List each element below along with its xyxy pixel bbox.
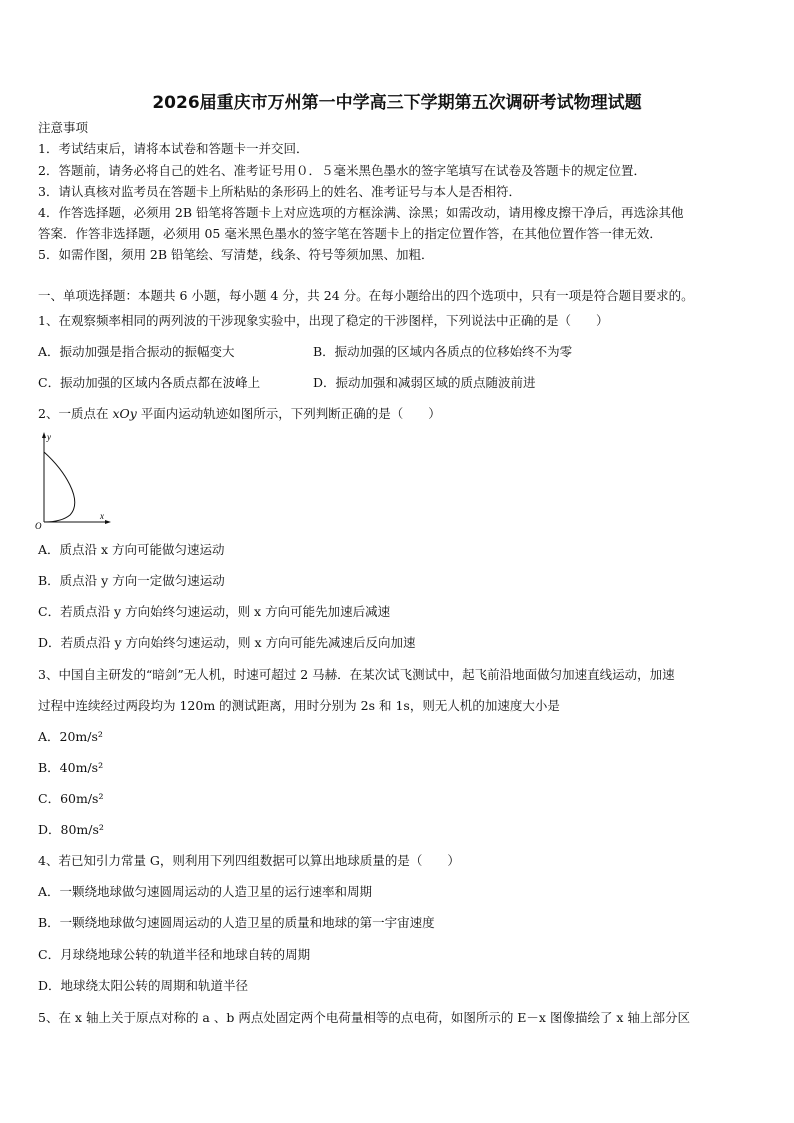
notice-item-4: 4．作答选择题，必须用 2B 铅笔将答题卡上对应选项的方框涂满、涂黑；如需改动，请用橡皮擦干净后，再选涂其他 — [38, 205, 684, 220]
q3-option-d: D．80m/s² — [38, 822, 104, 837]
origin-label: O — [35, 521, 42, 530]
q4-option-b: B．一颗绕地球做匀速圆周运动的人造卫星的质量和地球的第一宇宙速度 — [38, 915, 435, 930]
q4-option-a: A．一颗绕地球做匀速圆周运动的人造卫星的运行速率和周期 — [38, 884, 373, 899]
y-axis-arrow — [42, 432, 46, 438]
q2-option-b: B．质点沿 y 方向一定做匀速运动 — [38, 573, 225, 588]
q1-option-d: D．振动加强和减弱区域的质点随波前进 — [313, 375, 536, 390]
q3-option-a: A．20m/s² — [38, 729, 103, 744]
x-axis-label: x — [100, 511, 104, 521]
section-heading: 一、单项选择题：本题共 6 小题，每小题 4 分，共 24 分。在每小题给出的四个选项中，只有一项是符合题目要求的。 — [38, 288, 694, 303]
q3-option-b: B．40m/s² — [38, 760, 104, 775]
q1-option-b: B．振动加强的区域内各质点的位移始终不为零 — [313, 344, 573, 359]
page-title: 2026届重庆市万州第一中学高三下学期第五次调研考试物理试题 — [152, 93, 642, 113]
notice-item-2: 2．答题前，请务必将自己的姓名、准考证号用０．５毫米黑色墨水的签字笔填写在试卷及答题卡的规定位置． — [38, 163, 646, 178]
notice-heading: 注意事项 — [38, 120, 89, 135]
notice-item-5: 5．如需作图，须用 2B 铅笔绘、写清楚，线条、符号等须加黑、加粗． — [38, 247, 434, 262]
q3-stem-line2: 过程中连续经过两段均为 120m 的测试距离，用时分别为 2s 和 1s，则无人机的加速度大小是 — [38, 698, 560, 713]
notice-item-3: 3．请认真核对监考员在答题卡上所粘贴的条形码上的姓名、准考证号与本人是否相符． — [38, 184, 521, 199]
q1-stem: 1、在观察频率相同的两列波的干涉现象实验中，出现了稳定的干涉图样，下列说法中正确的是（ ） — [38, 313, 609, 328]
q3-option-c: C．60m/s² — [38, 791, 104, 806]
q3-stem-line1: 3、中国自主研发的“暗剑”无人机，时速可超过 2 马赫．在某次试飞测试中，起飞前沿地面做匀加速直线运动，加速 — [38, 667, 675, 682]
trajectory-curve — [44, 452, 75, 522]
q1-option-c: C．振动加强的区域内各质点都在波峰上 — [38, 375, 261, 390]
notice-item-1: 1．考试结束后，请将本试卷和答题卡一并交回． — [38, 141, 309, 156]
q2-option-d: D．若质点沿 y 方向始终匀速运动，则 x 方向可能先减速后反向加速 — [38, 635, 416, 650]
q2-stem: 2、一质点在 xOy 平面内运动轨迹如图所示，下列判断正确的是（ ） — [38, 406, 441, 421]
q2-option-a: A．质点沿 x 方向可能做匀速运动 — [38, 542, 225, 557]
q5-stem: 5、在 x 轴上关于原点对称的 a 、b 两点处固定两个电荷量相等的点电荷，如图所示的 E－x 图像描绘了 x 轴上部分区 — [38, 1010, 690, 1025]
q4-option-d: D．地球绕太阳公转的周期和轨道半径 — [38, 978, 249, 993]
q4-option-c: C．月球绕地球公转的轨道半径和地球自转的周期 — [38, 947, 311, 962]
notice-item-4-cont: 答案．作答非选择题，必须用 05 毫米黑色墨水的签字笔在答题卡上的指定位置作答，在其他位置作答一律无效． — [38, 226, 662, 241]
q4-stem: 4、若已知引力常量 G，则利用下列四组数据可以算出地球质量的是（ ） — [38, 853, 460, 868]
q1-option-a: A．振动加强是指合振动的振幅变大 — [38, 344, 235, 359]
x-axis-arrow — [105, 520, 111, 524]
y-axis-label: y — [47, 432, 51, 442]
q2-option-c: C．若质点沿 y 方向始终匀速运动，则 x 方向可能先加速后减速 — [38, 604, 391, 619]
trajectory-figure — [34, 430, 114, 530]
